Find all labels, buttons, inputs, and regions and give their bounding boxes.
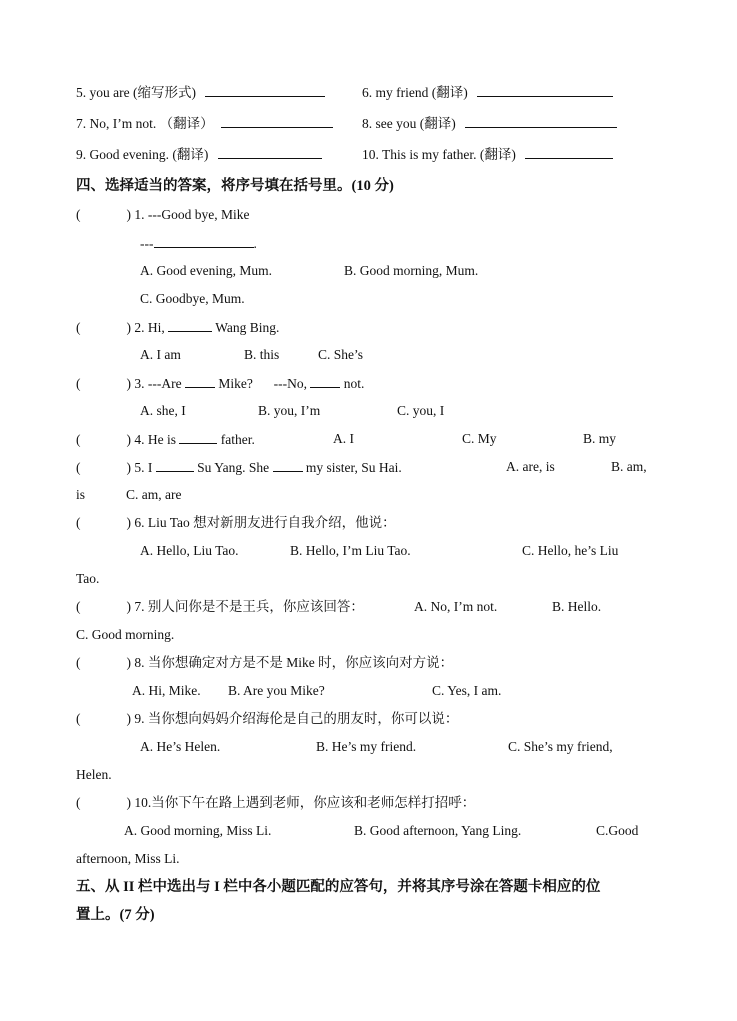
- paren-close: ): [126, 795, 131, 810]
- answer-blank[interactable]: [465, 113, 617, 128]
- answer-blank[interactable]: [179, 429, 217, 444]
- q8-row: [76, 653, 453, 673]
- q7-stem: 7. 别人问你是不是王兵，你应该回答：: [134, 599, 364, 614]
- q2-row: [76, 317, 279, 338]
- q2-stem-end: Wang Bing.: [215, 320, 280, 335]
- q1-reply: [140, 233, 257, 254]
- q5-row: [76, 457, 402, 478]
- s3-item-5: 5. you are (缩写形式): [76, 85, 196, 100]
- q4-stem: 4. He is: [134, 432, 176, 447]
- q8-stem: 8. 当你想确定对方是不是 Mike 时，你应该向对方说：: [134, 655, 454, 670]
- q6-row: [76, 513, 396, 533]
- q8-option-c: C. Yes, I am.: [432, 683, 502, 698]
- q1-option-b: B. Good morning, Mum.: [344, 263, 479, 278]
- answer-blank[interactable]: [168, 317, 212, 332]
- q2-option-c: C. She’s: [318, 347, 364, 362]
- q5-stem-b: Su Yang. She: [197, 460, 270, 475]
- q1-option-a: A. Good evening, Mum.: [140, 263, 272, 278]
- q2-option-a: A. I am: [140, 347, 181, 362]
- q3-option-a: A. she, I: [140, 403, 186, 418]
- q1-row: [76, 205, 249, 225]
- s3-row-3-right: [362, 144, 613, 165]
- q1-option-c: C. Goodbye, Mum.: [140, 291, 245, 306]
- s3-item-6: 6. my friend (翻译): [362, 85, 468, 100]
- q9-option-c-cont: Helen.: [76, 767, 112, 782]
- q3-option-c: C. you, I: [397, 403, 445, 418]
- s3-item-8: 8. see you (翻译): [362, 116, 456, 131]
- q5-option-a: A. are, is: [506, 459, 555, 474]
- paren-open: (: [76, 711, 81, 726]
- q6-stem: 6. Liu Tao 想对新朋友进行自我介绍，他说：: [134, 515, 396, 530]
- q6-option-a: A. Hello, Liu Tao.: [140, 543, 239, 558]
- section5-heading-line2: 置上。(7 分): [76, 907, 155, 923]
- s3-row-2: [76, 113, 333, 134]
- q10-option-a: A. Good morning, Miss Li.: [124, 823, 272, 838]
- answer-blank[interactable]: [221, 113, 333, 128]
- q6-option-c-cont: Tao.: [76, 571, 100, 586]
- section5-heading-line1: 五、从 II 栏中选出与 I 栏中各小题匹配的应答句，并将其序号涂在答题卡相应的位: [76, 879, 601, 895]
- paren-open: (: [76, 599, 81, 614]
- paren-open: (: [76, 460, 81, 475]
- q2-option-b: B. this: [244, 347, 280, 362]
- answer-blank[interactable]: [273, 457, 303, 472]
- q4-row: [76, 429, 255, 450]
- q3-stem-b: Mike?: [218, 376, 253, 391]
- q7-option-a: A. No, I’m not.: [414, 599, 498, 614]
- answer-blank[interactable]: [218, 144, 322, 159]
- q1-stem: 1. ---Good bye, Mike: [134, 207, 250, 222]
- paren-open: (: [76, 515, 81, 530]
- paren-close: ): [126, 599, 131, 614]
- q4-option-c: C. My: [462, 431, 497, 446]
- answer-blank[interactable]: [154, 233, 254, 248]
- s3-item-9: 9. Good evening. (翻译): [76, 147, 209, 162]
- s3-row-3: [76, 144, 322, 165]
- q2-stem: 2. Hi,: [134, 320, 165, 335]
- answer-blank[interactable]: [525, 144, 613, 159]
- q7-row: [76, 597, 364, 617]
- q4-option-b: B. my: [583, 431, 617, 446]
- answer-blank[interactable]: [477, 82, 613, 97]
- q8-option-a: A. Hi, Mike.: [132, 683, 201, 698]
- reply-end: .: [253, 236, 257, 251]
- q5-stem: 5. I: [134, 460, 153, 475]
- s3-row-2-right: [362, 113, 617, 134]
- answer-blank[interactable]: [156, 457, 194, 472]
- reply-prefix: ---: [140, 236, 154, 251]
- q6-option-c: C. Hello, he’s Liu: [522, 543, 619, 558]
- q10-option-c: C.Good: [596, 823, 639, 838]
- s3-row-1: [76, 82, 325, 103]
- paren-open: (: [76, 655, 81, 670]
- q7-option-b: B. Hello.: [552, 599, 602, 614]
- section4-heading: 四、选择适当的答案，将序号填在括号里。(10 分): [76, 178, 394, 194]
- paren-close: ): [126, 711, 131, 726]
- paren-open: (: [76, 376, 81, 391]
- paren-close: ): [126, 515, 131, 530]
- paren-open: (: [76, 432, 81, 447]
- q6-option-b: B. Hello, I’m Liu Tao.: [290, 543, 411, 558]
- q10-option-c-cont: afternoon, Miss Li.: [76, 851, 180, 866]
- q4-stem-end: father.: [220, 432, 255, 447]
- q10-row: [76, 793, 475, 813]
- q3-stem-c: ---No,: [273, 376, 307, 391]
- q9-stem: 9. 当你想向妈妈介绍海伦是自己的朋友时，你可以说：: [134, 711, 459, 726]
- q3-stem: 3. ---Are: [134, 376, 182, 391]
- paren-open: (: [76, 207, 81, 222]
- q3-stem-d: not.: [343, 376, 365, 391]
- answer-blank[interactable]: [310, 373, 340, 388]
- s3-item-7: 7. No, I’m not. （翻译）: [76, 116, 214, 131]
- s3-item-10: 10. This is my father. (翻译): [362, 147, 516, 162]
- q5-option-c: C. am, are: [126, 487, 182, 502]
- q9-option-a: A. He’s Helen.: [140, 739, 221, 754]
- paren-close: ): [126, 655, 131, 670]
- paren-close: ): [126, 432, 131, 447]
- q10-stem: 10.当你下午在路上遇到老师，你应该和老师怎样打招呼：: [134, 795, 476, 810]
- paren-close: ): [126, 320, 131, 335]
- q5-option-b: B. am,: [611, 459, 647, 474]
- q10-option-b: B. Good afternoon, Yang Ling.: [354, 823, 522, 838]
- paren-open: (: [76, 795, 81, 810]
- s3-row-1-right: [362, 82, 613, 103]
- paren-open: (: [76, 320, 81, 335]
- q8-option-b: B. Are you Mike?: [228, 683, 325, 698]
- q4-option-a: A. I: [333, 431, 354, 446]
- q3-row: [76, 373, 364, 394]
- q9-row: [76, 709, 458, 729]
- paren-close: ): [126, 460, 131, 475]
- answer-blank[interactable]: [185, 373, 215, 388]
- q9-option-c: C. She’s my friend,: [508, 739, 613, 754]
- q5-option-b-cont: is: [76, 487, 86, 502]
- q3-option-b: B. you, I’m: [258, 403, 321, 418]
- answer-blank[interactable]: [205, 82, 325, 97]
- q7-option-c: C. Good morning.: [76, 627, 175, 642]
- q9-option-b: B. He’s my friend.: [316, 739, 417, 754]
- paren-close: ): [126, 207, 131, 222]
- paren-close: ): [126, 376, 131, 391]
- q5-stem-c: my sister, Su Hai.: [305, 460, 402, 475]
